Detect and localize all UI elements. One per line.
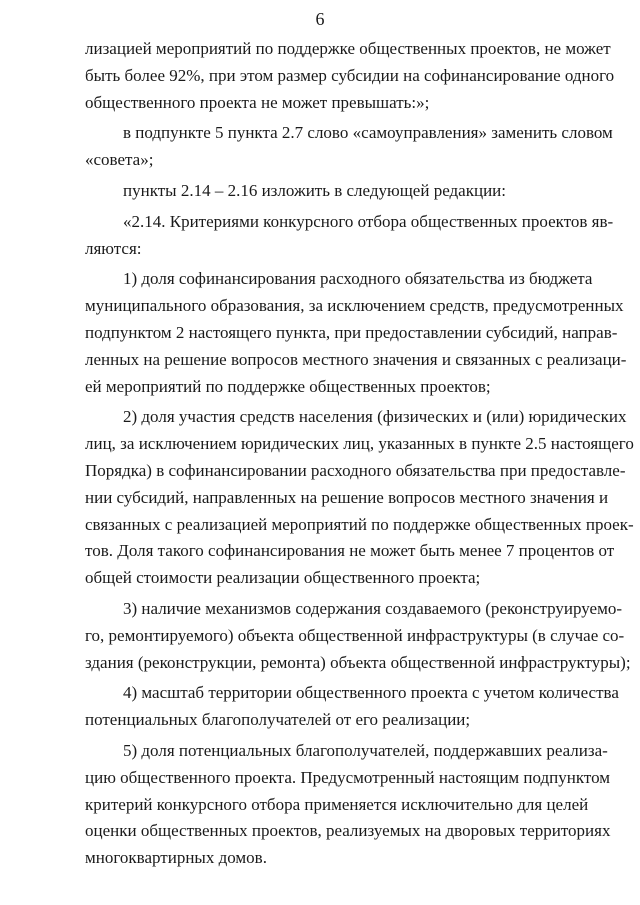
text-line: многоквартирных домов.: [85, 848, 267, 868]
text-line: ленных на решение вопросов местного значения и связанных с реализаци-: [85, 349, 627, 369]
text-line: подпунктом 2 настоящего пункта, при предоставлении субсидий, направ-: [85, 322, 618, 342]
text-line: лизацией мероприятий по поддержке общественных проектов, не может: [85, 39, 611, 58]
text-line: общественного проекта не может превышать:»;: [85, 92, 430, 112]
text-line: 2) доля участия средств населения (физических и (или) юридических: [123, 407, 627, 427]
paragraph-amendment-2-7: [85, 120, 613, 174]
paragraph-amendment-2-14: [85, 178, 573, 205]
text-line: муниципального образования, за исключением средств, предусмотренных: [85, 296, 624, 316]
text-line: 4) масштаб территории общественного проекта с учетом количества: [123, 683, 619, 703]
text-line: «2.14. Критериями конкурсного отбора общественных проектов яв-: [123, 211, 614, 231]
text-line: связанных с реализацией мероприятий по поддержке общественных проек-: [85, 514, 634, 534]
criterion-4: [85, 680, 619, 734]
text-line: быть более 92%, при этом размер субсидии на софинансирование одного: [85, 65, 615, 85]
text-line: в подпункте 5 пункта 2.7 слово «самоуправления» заменить словом: [123, 123, 613, 143]
criterion-5: [85, 738, 611, 872]
text-line: общей стоимости реализации общественного проекта;: [85, 568, 481, 588]
text-line: ляются:: [85, 238, 142, 258]
page-number: 6: [315, 9, 325, 29]
text-line: 3) наличие механизмов содержания создаваемого (реконструируемо-: [123, 598, 623, 618]
criterion-1: [85, 266, 627, 400]
text-line: критерий конкурсного отбора применяется исключительно для целей: [85, 794, 589, 814]
text-line: цию общественного проекта. Предусмотренный настоящим подпунктом: [85, 767, 611, 787]
paragraph-continuation: [85, 36, 615, 116]
text-line: го, ремонтируемого) объекта общественной инфраструктуры (в случае со-: [85, 625, 625, 645]
text-line: «совета»;: [85, 150, 154, 170]
text-line: ей мероприятий по поддержке общественных проектов;: [85, 376, 491, 396]
criterion-2: [85, 404, 634, 592]
text-line: 5) доля потенциальных благополучателей, поддержавших реализа-: [123, 740, 608, 760]
paragraph-criteria-heading: [85, 209, 614, 263]
text-line: 1) доля софинансирования расходного обязательства из бюджета: [123, 269, 593, 289]
text-line: нии субсидий, направленных на решение вопросов местного значения и: [85, 487, 609, 507]
text-line: пункты 2.14 – 2.16 изложить в следующей редакции:: [123, 180, 506, 200]
text-line: здания (реконструкции, ремонта) объекта общественной инфраструктуры);: [85, 652, 631, 672]
text-line: потенциальных благополучателей от его реализации;: [85, 710, 471, 730]
document-body: [85, 36, 634, 872]
text-line: оценки общественных проектов, реализуемых на дворовых территориях: [85, 821, 611, 841]
text-line: Порядка) в софинансировании расходного обязательства при предоставле-: [85, 460, 626, 480]
text-line: лиц, за исключением юридических лиц, указанных в пункте 2.5 настоящего: [85, 434, 634, 454]
criterion-3: [85, 596, 631, 676]
text-line: тов. Доля такого софинансирования не может быть менее 7 процентов от: [85, 541, 615, 561]
